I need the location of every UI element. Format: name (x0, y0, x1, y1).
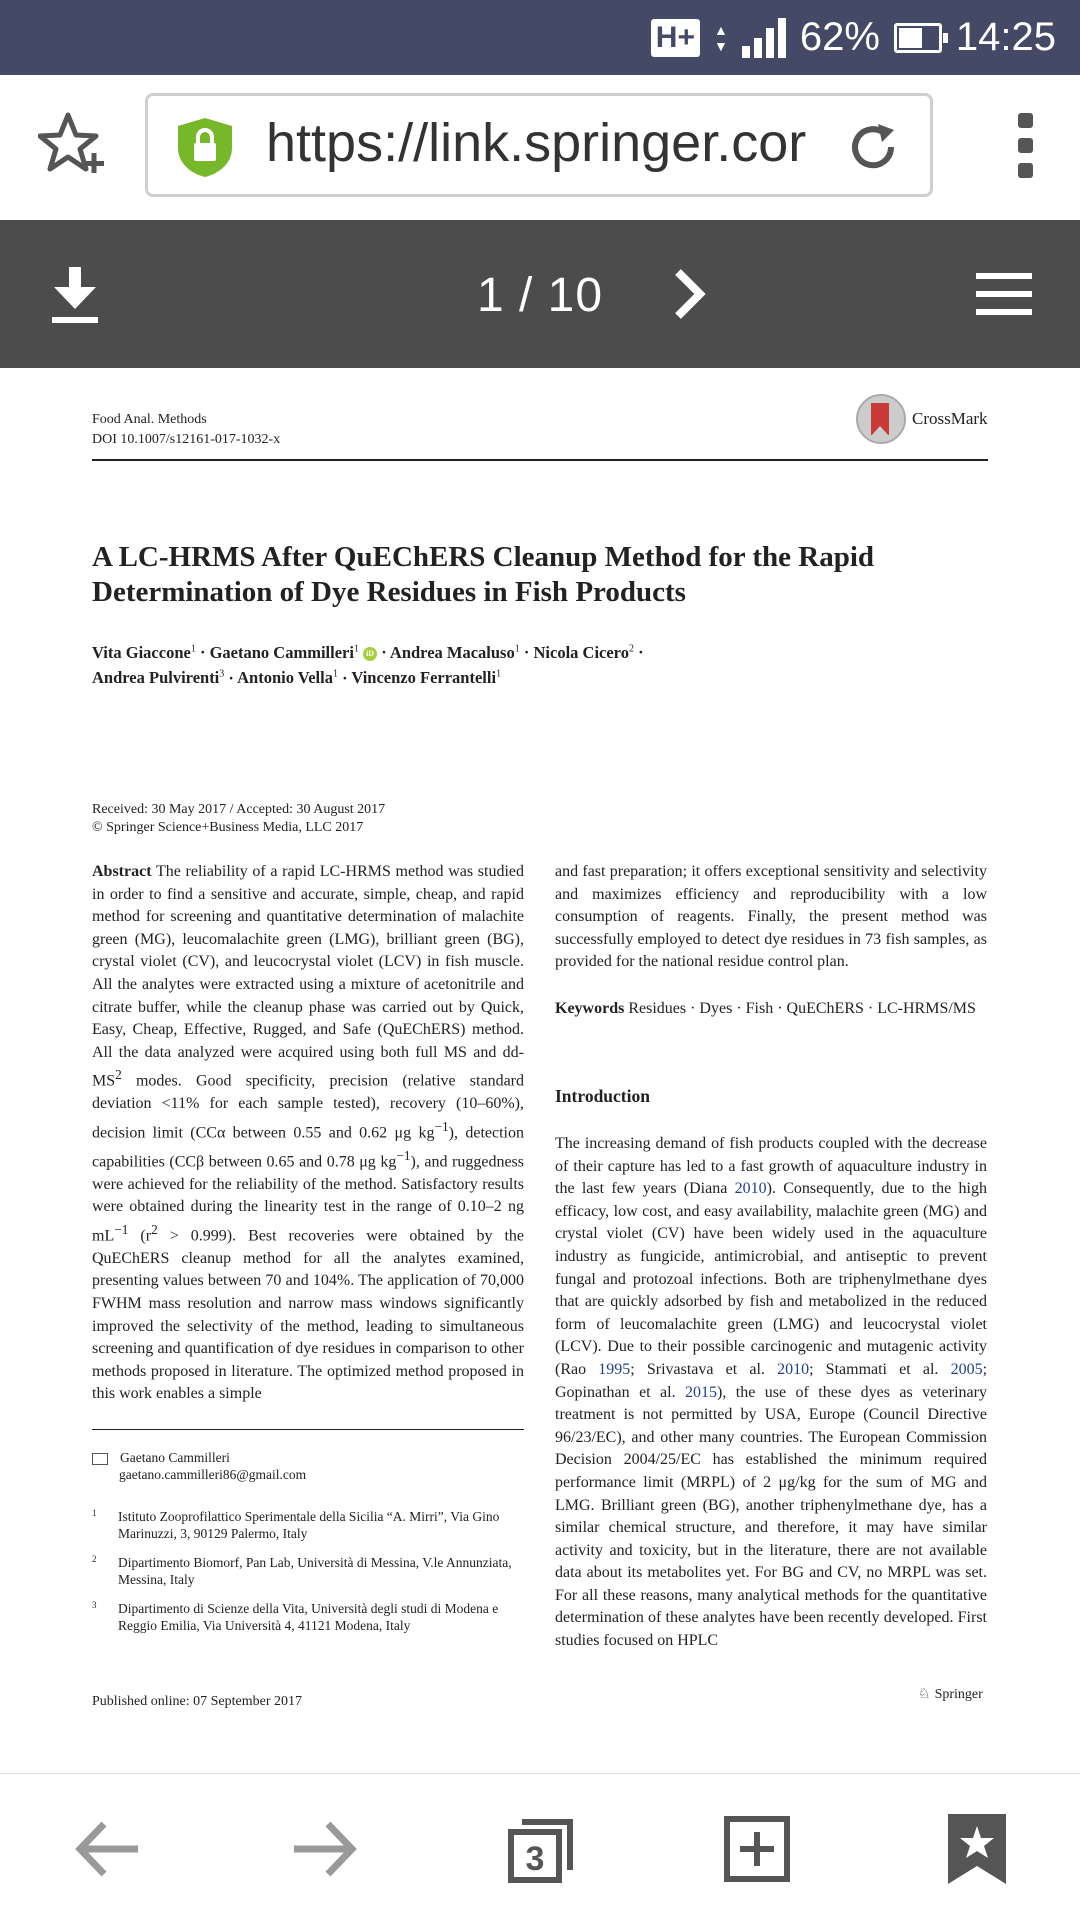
keywords-label: Keywords (555, 1000, 625, 1017)
author-affiliation: 1 (353, 643, 359, 654)
affiliation (92, 1600, 532, 1634)
doi: DOI 10.1007/s12161-017-1032-x (92, 432, 281, 447)
affiliation-text: Dipartimento Biomorf, Pan Lab, Università di Messina, V.le Annunziata, Messina, Italy (118, 1555, 512, 1587)
author-affiliation: 1 (496, 668, 502, 680)
orcid-icon[interactable]: iD (363, 647, 377, 661)
superscript: 2 (115, 1067, 122, 1083)
paper-title: A LC-HRMS After QuEChERS Cleanup Method for the Rapid Determination of Dye Residues in Fish Products (92, 541, 875, 608)
keywords (555, 998, 987, 1021)
battery-level (899, 28, 923, 48)
data-activity-icon: ▲ ▼ (713, 21, 728, 54)
overflow-menu-button[interactable] (1018, 113, 1038, 188)
tabs-button[interactable] (506, 1814, 576, 1884)
affiliation-text: Dipartimento di Scienze della Vita, Università degli studi di Modena e Reggio Emilia, Via Università 4, 41121 Modena, Italy (118, 1601, 499, 1633)
browser-address-bar (0, 75, 1080, 220)
author-affiliation: 1 (514, 643, 520, 654)
affiliation (92, 1508, 532, 1542)
pdf-page (0, 368, 1080, 1773)
pdf-viewer-toolbar (0, 220, 1080, 368)
status-bar (0, 0, 1080, 75)
browser-bottom-nav (0, 1773, 1080, 1921)
crossmark-icon (856, 394, 906, 444)
citation-link[interactable]: 2010 (734, 1180, 767, 1198)
back-arrow-icon[interactable] (74, 1814, 144, 1884)
author: Andrea Macaluso$^1$ (389, 642, 520, 662)
signal-strength-icon (742, 18, 786, 58)
springer-horse-icon: ♘ (918, 1687, 931, 1702)
author-affiliation: 3 (219, 668, 225, 680)
abstract-label: Abstract (92, 863, 152, 880)
abstract (92, 861, 524, 1406)
introduction-heading: Introduction (555, 1086, 650, 1106)
footnote-rule (92, 1429, 524, 1430)
author: Antonio Vella$^1$ (237, 668, 338, 687)
abstract-text: ), and ruggedness were achieved for the reliability of the method. Satisfactory results were obtained during the linearity test in the range of 0.10–2 ng mL (92, 1153, 524, 1245)
author: Andrea Pulvirenti$^3$ (92, 668, 225, 687)
superscript: −1 (434, 1118, 449, 1134)
copyright: © Springer Science+Business Media, LLC 2017 (92, 820, 364, 835)
author: Gaetano Cammilleri$^1$ (209, 642, 359, 662)
tab-count: 3 (525, 1840, 545, 1878)
header-rule (92, 459, 988, 461)
abstract-text: The reliability of a rapid LC-HRMS method was studied in order to find a sensitive and accurate, simple, cheap, and rapid method for screening and quantitative determination of malachite green (MG), leucomalachite green (LMG), brilliant green (BG), crystal violet (CV), and leucocrystal violet (LCV) in fish muscle. All the analytes were extracted using a mixture of acetonitrile and citrate buffer, while the cleanup phase was carried out by Quick, Easy, Cheap, Effective, Rugged, and Safe (QuEChERS) method. All the data analyzed were acquired using both full MS and dd-MS (92, 863, 524, 1090)
envelope-icon (92, 1453, 108, 1465)
journal-info (92, 410, 280, 450)
abstract-text: modes. Good specificity, precision (relative standard deviation <11% for each sample tested), recovery (10–60%), decision limit (CCα between 0.55 and 0.62 μg kg (92, 1072, 524, 1142)
corresponding-email[interactable]: gaetano.cammilleri86@gmail.com (119, 1467, 307, 1482)
more-vert-icon (1018, 113, 1033, 128)
author: Vita Giaccone$^1$ (92, 642, 196, 662)
superscript: 2 (151, 1221, 158, 1237)
introduction-text (555, 1133, 987, 1653)
network-type-icon: H+ (651, 19, 700, 57)
affiliation (92, 1554, 532, 1588)
star-plus-icon (38, 111, 108, 181)
intro-text: ; Gopinathan et al. (555, 1360, 988, 1401)
abstract-text: (r (128, 1227, 152, 1245)
crossmark-badge[interactable] (856, 394, 988, 444)
total-pages: 10 (547, 269, 604, 322)
lock-icon (176, 116, 234, 178)
keywords-text: Residues · Dyes · Fish · QuEChERS · LC-HRMS/MS (628, 1000, 976, 1017)
add-bookmark-button[interactable] (38, 111, 108, 181)
citation-link[interactable]: 2015 (685, 1383, 718, 1401)
affiliation-number: 3 (92, 1600, 97, 1610)
page-indicator (0, 268, 1080, 323)
affiliation-number: 2 (92, 1554, 97, 1564)
abstract-text: > 0.999). Best recoveries were obtained by the QuEChERS cleanup method for all the analytes examined, presenting values between 70 and 104%. The application of 70,000 FWHM mass resolution and narrow mass windows significantly improved the selectivity of the method, leading to simultaneous screening and quantification of dye residues in comparison to other methods proposed in literature. The optimized method proposed in this work enables a simple (92, 1227, 524, 1403)
corresponding-author (92, 1449, 306, 1483)
intro-text: ; Srivastava et al. (630, 1360, 778, 1378)
publisher-logo (918, 1686, 983, 1703)
publisher-name: Springer (934, 1686, 983, 1702)
intro-text: ), the use of these dyes as veterinary treatment is not permitted by USA, Europe (Council Directive 96/23/EC), and other many countries. The European Commission Decision 2004/25/EC has established the minimum required performance limit (MRPL) of 2 μg/kg for the sum of MG and LMG. Brilliant green (BG), another triphenylmethane dye, has a similar chemical structure, and therefore, it may have similar activity and toxicity, but in the literature, there are not available data about its metabolites yet. For BG and CV, no MRPL was set. For all these reasons, many analytical methods for the quantitative determination of these analytes have been recently developed. First studies focused on HPLC (555, 1383, 987, 1650)
superscript: −1 (114, 1221, 129, 1237)
page-separator: / (518, 269, 534, 322)
citation-link[interactable]: 1995 (598, 1360, 631, 1378)
intro-text: ; Stammati et al. (809, 1360, 951, 1378)
citation-link[interactable]: 2010 (777, 1360, 810, 1378)
author-affiliation: 1 (190, 643, 196, 654)
author-list: Vita Giaccone$^1$ · Gaetano Cammilleri$^1$ iD · Andrea Macaluso$^1$ · Nicola Cicero$^2$ · Andrea Pulvirenti$^3$ · Antonio Vella$^1$ · Vincenzo Ferrantelli$^1$ (92, 642, 644, 687)
abstract-continued: and fast preparation; it offers exceptional sensitivity and selectivity and maximizes efficiency and reproducibility with a low consumption of reagents. Finally, the present method was successfully employed to detect dye residues in 73 fish samples, as provided for the national residue control plan. (555, 863, 987, 971)
journal-name: Food Anal. Methods (92, 412, 207, 427)
received-date: Received: 30 May 2017 / Accepted: 30 August 2017 (92, 802, 386, 817)
reload-icon[interactable] (846, 120, 900, 174)
published-date: Published online: 07 September 2017 (92, 1694, 302, 1709)
battery-percent: 62% (799, 15, 880, 59)
hamburger-icon[interactable] (976, 273, 1032, 327)
tabs-icon (506, 1814, 576, 1884)
author-affiliation: 1 (332, 668, 338, 680)
forward-arrow-icon[interactable] (288, 1814, 358, 1884)
author: Vincenzo Ferrantelli$^1$ (351, 668, 502, 687)
abstract-text: ), detection capabilities (CCβ between 0.65 and 0.78 μg kg (92, 1124, 525, 1171)
battery-icon (894, 23, 942, 53)
new-tab-icon[interactable] (722, 1814, 792, 1884)
corresponding-name: Gaetano Cammilleri (120, 1450, 230, 1465)
clock: 14:25 (955, 15, 1056, 59)
url-text: https://link.springer.cor (266, 113, 807, 173)
affiliation-text: Istituto Zooprofilattico Sperimentale della Sicilia “A. Mirri”, Via Gino Marinuzzi, 3, 90129 Palermo, Italy (118, 1509, 500, 1541)
url-field[interactable] (145, 93, 933, 197)
affiliation-number: 1 (92, 1508, 97, 1518)
intro-text: ). Consequently, due to the high efficacy, low cost, and easy availability, malachite green (MG) and crystal violet (CV) have been widely used in the aquaculture industry as fungicide, antimicrobial, and antiseptic to prevent fungal and protozoal infections. Both are triphenylmethane dyes that are quickly adsorbed by fish and metabolized in the reduced form of leucomalachite green (LMG) and leucocrystal violet (LCV). Due to their possible carcinogenic and mutagenic activity (Rao (555, 1180, 987, 1378)
crossmark-label: CrossMark (912, 409, 988, 428)
superscript: −1 (396, 1147, 411, 1163)
author-affiliation: 2 (628, 643, 634, 654)
citation-link[interactable]: 2005 (950, 1360, 983, 1378)
author: Nicola Cicero$^2$ (533, 642, 634, 662)
intro-text: The increasing demand of fish products coupled with the decrease of their capture has led to a fast growth of aquaculture industry in the last few years (Diana (555, 1135, 987, 1198)
current-page: 1 (476, 269, 505, 322)
bookmarks-icon[interactable] (942, 1814, 1012, 1884)
chevron-right-icon[interactable] (670, 268, 710, 320)
dates (92, 801, 385, 837)
